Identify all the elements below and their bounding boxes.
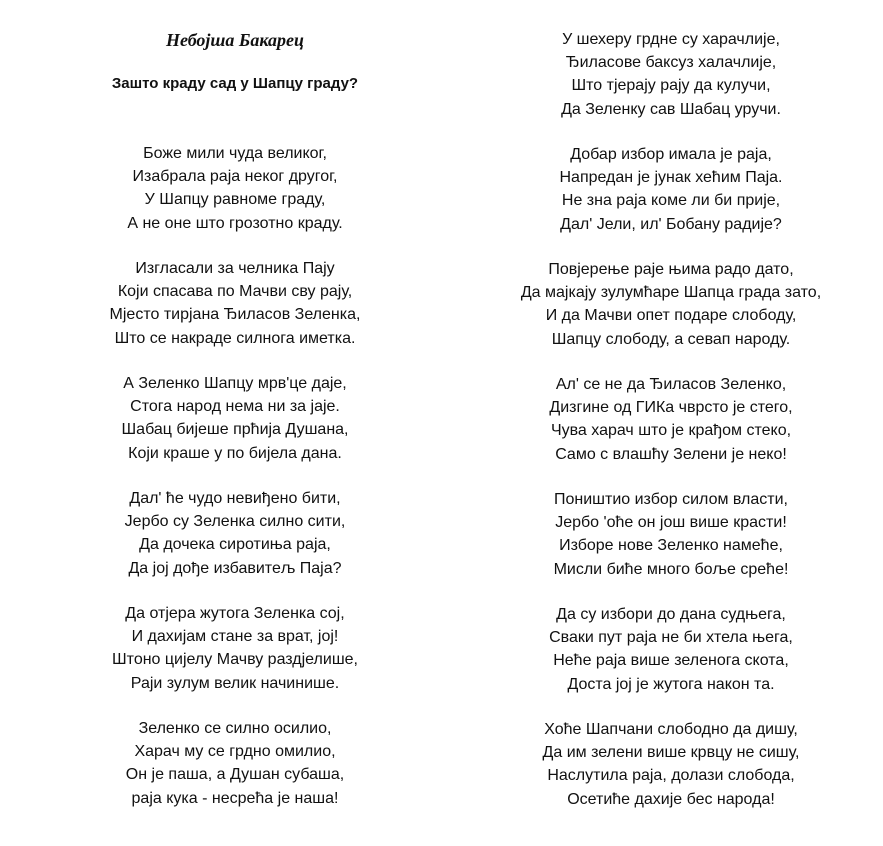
- verse-line: Да им зелени више крвцу не сишу,: [542, 744, 800, 762]
- verse-line: Он је паша, а Душан субаша,: [125, 766, 345, 784]
- verse-line: Изабрала раја неког другог,: [132, 168, 338, 186]
- verse-line: Који спасава по Мачви сву рају,: [117, 283, 353, 301]
- verse-line: Шапцу слободу, а севап народу.: [551, 330, 791, 348]
- stanza: [80, 142, 390, 235]
- stanza: [486, 28, 856, 121]
- verse-line: Напредан је јунак хећим Паја.: [559, 169, 783, 187]
- stanza: [486, 373, 856, 466]
- verse-line: Јербо 'оће он још више красти!: [555, 514, 787, 532]
- verse-line: Дал' Јели, ил' Бобану радије?: [560, 215, 782, 233]
- verse-line: Осетиће дахије бес народа!: [567, 790, 775, 808]
- stanza: [486, 258, 856, 351]
- verse-line: Да отјера жутога Зеленка сој,: [125, 605, 345, 622]
- verse-line: Дал' ће чудо невиђено бити,: [129, 490, 341, 507]
- verse-line: Ђиласове баксуз халачлије,: [565, 54, 777, 72]
- verse-line: раја кука - несрећа је наша!: [131, 789, 339, 807]
- stanza: [80, 602, 390, 695]
- stanza: [486, 718, 856, 811]
- verse-line: Мјесто тирјана Ђиласов Зеленка,: [109, 306, 361, 324]
- verse-line: Дизгине од ГИКа чврсто је стего,: [549, 399, 793, 417]
- verse-line: Ал' се не да Ђиласов Зеленко,: [555, 376, 787, 393]
- verse-line: Харач му се грдно омилио,: [134, 743, 336, 761]
- verse-line: Доста јој је жутога након та.: [567, 675, 775, 693]
- poem-title: Зашто краду сад у Шапцу граду?: [111, 75, 359, 92]
- verse-line: Да су избори до дана судњега,: [556, 606, 786, 623]
- verse-line: Сваки пут раја не би хтела њега,: [549, 629, 793, 647]
- stanza: [80, 372, 390, 465]
- verse-line: Што се накраде силнога иметка.: [114, 329, 356, 347]
- verse-line: Изгласали за челника Пају: [135, 260, 335, 277]
- stanza: [486, 488, 856, 581]
- verse-line: И дахијам стане за врат, јој!: [131, 628, 339, 646]
- stanza: [80, 487, 390, 580]
- verse-line: А Зеленко Шапцу мрв'це даје,: [123, 375, 347, 392]
- verse-line: Изборе нове Зеленко намеће,: [559, 537, 783, 555]
- verse-line: У шехеру грдне су харачлије,: [562, 31, 780, 48]
- verse-line: Штоно цијелу Мачву раздјелише,: [112, 651, 358, 669]
- verse-line: Да дочека сиротиња раја,: [139, 536, 331, 554]
- stanza: [486, 143, 856, 236]
- verse-line: Да јој дође избавитељ Паја?: [128, 559, 342, 577]
- verse-line: Наслутила раја, долази слобода,: [547, 767, 795, 785]
- verse-line: Неће раја више зеленога скота,: [553, 652, 789, 670]
- verse-line: Шабац бијеше прћија Душана,: [121, 421, 349, 439]
- stanza: [486, 603, 856, 696]
- verse-line: Боже мили чуда великог,: [143, 145, 327, 162]
- verse-line: Што тјерају рају да кулучи,: [571, 77, 771, 95]
- verse-line: Раји зулум велик начинише.: [130, 674, 340, 692]
- verse-line: Мисли биће много боље среће!: [553, 560, 789, 578]
- verse-line: Који краше у по бијела дана.: [128, 444, 342, 462]
- verse-line: Стога народ нема ни за јаје.: [130, 398, 340, 416]
- stanza: [80, 257, 390, 350]
- verse-line: Да мајкају зулумћаре Шапца града зато,: [520, 284, 822, 302]
- verse-line: Хоће Шапчани слободно да дишу,: [544, 721, 798, 738]
- verse-line: Поништио избор силом власти,: [554, 491, 788, 508]
- stanza: [80, 717, 390, 810]
- verse-line: Не зна раја коме ли би прије,: [561, 192, 781, 210]
- verse-line: Чува харач што је крађом стеко,: [550, 422, 792, 440]
- author-name: Небојша Бакарец: [165, 30, 305, 50]
- verse-line: Да Зеленку сав Шабац уручи.: [561, 100, 781, 118]
- verse-line: А не оне што грозотно краду.: [127, 214, 343, 232]
- verse-line: Добар избор имала је раја,: [570, 146, 772, 163]
- verse-line: Јербо су Зеленка силно сити,: [124, 513, 346, 531]
- verse-line: Зеленко се силно осилио,: [138, 720, 332, 737]
- verse-line: Само с влашћу Зелени је неко!: [555, 445, 787, 463]
- verse-line: У Шапцу равноме граду,: [144, 191, 326, 209]
- verse-line: И да Мачви опет подаре слободу,: [545, 307, 797, 325]
- verse-line: Повјерење раје њима радо дато,: [548, 261, 794, 278]
